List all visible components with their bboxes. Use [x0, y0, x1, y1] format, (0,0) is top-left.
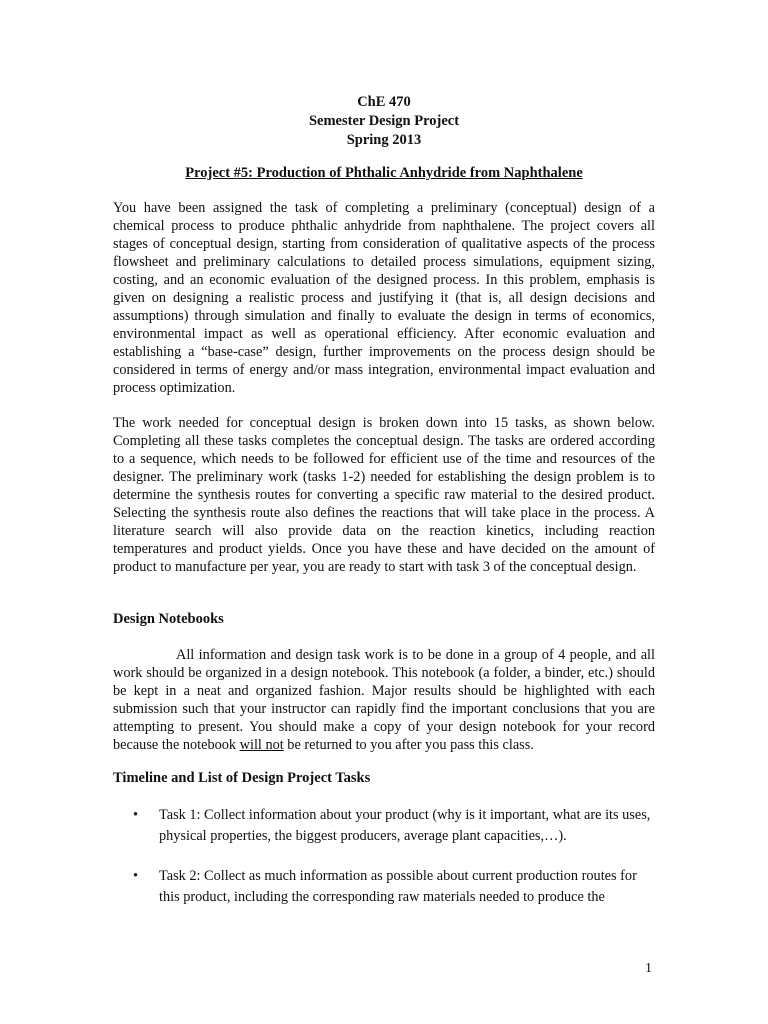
timeline-heading: Timeline and List of Design Project Tasks	[113, 770, 371, 786]
design-notebooks-paragraph	[113, 646, 655, 754]
task-text: Task 1: Collect information about your product (why is it important, what are its uses, physical properties, the biggest producers, average plant capacities,…).	[159, 807, 651, 844]
notebook-text-before: All information and design task work is to be done in a group of 4 people, and all work should be organized in a design notebook. This notebook (a folder, a binder, etc.) should be kept in a neat and organized fashion. Major results should be highlighted with each submission such that your instructor can rapidly find the important conclusions that you are attempting to present. You should make a copy of your design notebook for your record because the notebook	[113, 647, 655, 753]
term: Spring 2013	[346, 132, 422, 148]
notebook-text-after: be returned to you after you pass this class.	[283, 737, 534, 753]
design-notebooks-heading: Design Notebooks	[113, 611, 224, 627]
project-title: Project #5: Production of Phthalic Anhydride from Naphthalene	[185, 165, 583, 181]
bullet-icon: •	[133, 868, 139, 884]
document-header	[0, 93, 768, 150]
course-code: ChE 470	[357, 94, 411, 110]
task-list	[113, 805, 655, 927]
bullet-icon: •	[133, 807, 139, 823]
task-item-2	[113, 866, 655, 908]
work-breakdown-paragraph: The work needed for conceptual design is broken down into 15 tasks, as shown below. Completing all these tasks completes the conceptual design. The tasks are ordered according to a sequence, which needs to be followed for efficient use of the time and resources of the designer. The preliminary work (tasks 1-2) needed for establishing the design problem is to determine the synthesis routes for converting a specific raw material to the desired product. Selecting the synthesis route also defines the reactions that will take place in the process. A literature search will also provide data on the reaction kinetics, including reaction temperatures and product yields. Once you have these and have decided on the amount of product to manufacture per year, you are ready to start with task 3 of the conceptual design.	[113, 415, 655, 575]
task-item-1	[113, 805, 655, 847]
page-number: 1	[645, 961, 652, 976]
project-type: Semester Design Project	[308, 113, 460, 129]
intro-paragraph: You have been assigned the task of completing a preliminary (conceptual) design of a chemical process to produce phthalic anhydride from naphthalene. The project covers all stages of conceptual design, starting from consideration of qualitative aspects of the process flowsheet and preliminary calculations to detailed process simulations, equipment sizing, costing, and an economic evaluation of the designed process. In this problem, emphasis is given on designing a realistic process and justifying it (that is, all design decisions and assumptions) through simulation and finally to evaluate the design in terms of economics, environmental impact as well as operational efficiency. After economic evaluation and establishing a “base-case” design, further improvements on the process design should be considered in terms of energy and/or mass integration, environmental impact evaluation and process optimization.	[113, 200, 655, 396]
task-text: Task 2: Collect as much information as possible about current production routes for this product, including the corresponding raw materials needed to produce the	[159, 868, 637, 905]
emphasis-will-not: will not	[239, 737, 284, 753]
